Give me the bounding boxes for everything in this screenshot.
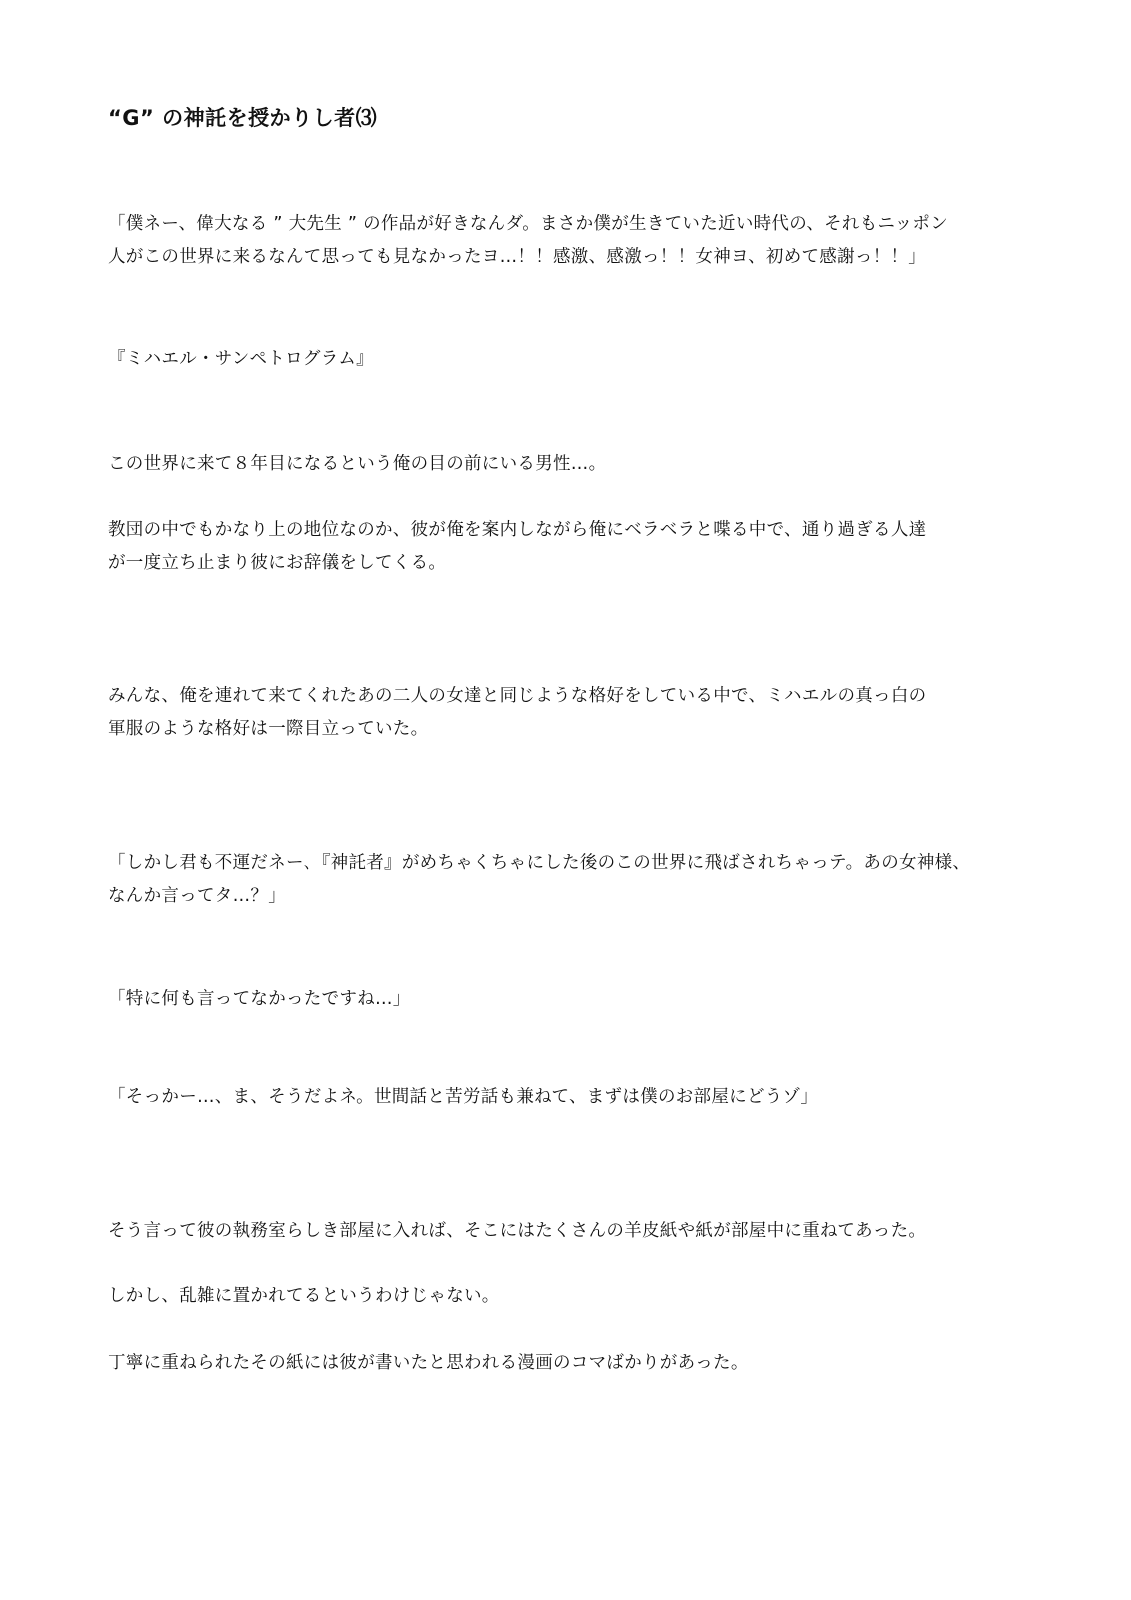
- paragraph: [108, 514, 1038, 580]
- paragraph-line: 丁寧に重ねられたその紙には彼が書いたと思われる漫画のコマばかりがあった。: [108, 1353, 749, 1373]
- paragraph-line: 人がこの世界に来るなんて思っても見なかったヨ…！！感激、感激っ！！女神ヨ、初めて感謝っ！！」: [108, 247, 927, 267]
- document-title: “G” の神託を授かりし者⑶: [108, 106, 378, 130]
- paragraph: [108, 983, 1038, 1016]
- paragraph-line: 軍服のような格好は一際目立っていた。: [108, 719, 429, 739]
- paragraph: [108, 448, 1038, 481]
- paragraph-line: 「しかし君も不運だネー､『神託者』がめちゃくちゃにした後のこの世界に飛ばされちゃっテ。あの女神様、: [108, 853, 971, 873]
- paragraph: [108, 1081, 1038, 1114]
- paragraph-line: なんか言ってタ…？」: [108, 886, 286, 906]
- paragraph: [108, 680, 1038, 746]
- paragraph-line: 『ミハエル・サンペトログラム』: [108, 349, 374, 369]
- paragraph-line: 教団の中でもかなり上の地位なのか、彼が俺を案内しながら俺にベラベラと喋る中で、通り過ぎる人達: [108, 520, 927, 540]
- paragraph-line: みんな、俺を連れて来てくれたあの二人の女達と同じような格好をしている中で、ミハエルの真っ白の: [108, 686, 927, 706]
- paragraph-line: 「僕ネー、偉大なる ” 大先生 ” の作品が好きなんダ。まさか僕が生きていた近い時代の、それもニッポン: [108, 214, 949, 234]
- paragraph: [108, 1215, 1038, 1248]
- paragraph: [108, 208, 1038, 274]
- paragraph-line: この世界に来て８年目になるという俺の目の前にいる男性…。: [108, 454, 607, 474]
- paragraph-line: 「特に何も言ってなかったですね…」: [108, 989, 411, 1009]
- paragraph-line: しかし、乱雑に置かれてるというわけじゃない。: [108, 1286, 500, 1306]
- paragraph: [108, 1347, 1038, 1380]
- paragraph-line: そう言って彼の執務室らしき部屋に入れば、そこにはたくさんの羊皮紙や紙が部屋中に重ねてあった。: [108, 1221, 927, 1241]
- paragraph-line: 「そっかー…、ま、そうだよネ。世間話と苦労話も兼ねて、まずは僕のお部屋にどうゾ」: [108, 1087, 819, 1107]
- paragraph: [108, 1280, 1038, 1313]
- paragraph: [108, 343, 1038, 376]
- paragraph: [108, 847, 1038, 913]
- paragraph-line: が一度立ち止まり彼にお辞儀をしてくる。: [108, 553, 447, 573]
